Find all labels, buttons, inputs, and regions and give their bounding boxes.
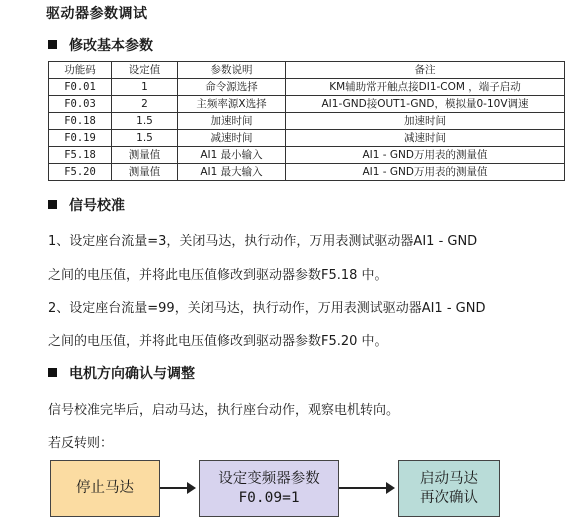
bullet-square-icon (48, 200, 57, 209)
table-cell: 1.5 (112, 130, 178, 147)
table-cell: 加速时间 (178, 113, 286, 130)
section-heading-signal-calibration (48, 195, 125, 215)
table-cell: 减速时间 (286, 130, 565, 147)
table-cell: 测量值 (112, 164, 178, 181)
column-header: 功能码 (49, 62, 112, 79)
table-cell: 2 (112, 96, 178, 113)
flow-step-stop-motor (50, 460, 160, 517)
table-row (49, 130, 565, 147)
table-cell: F0.03 (49, 96, 112, 113)
flow-arrow-right-icon (339, 487, 393, 489)
parameter-table (48, 61, 565, 181)
table-cell: F5.20 (49, 164, 112, 181)
column-header: 参数说明 (178, 62, 286, 79)
column-header: 设定值 (112, 62, 178, 79)
direction-paragraph-line-1: 信号校准完毕后，启动马达，执行座台动作，观察电机转向。 (48, 403, 400, 418)
table-cell: AI1 最小输入 (178, 147, 286, 164)
table-cell: KM辅助常开触点接DI1-COM ，端子启动 (286, 79, 565, 96)
section-title: 修改基本参数 (69, 38, 153, 54)
table-cell: 1 (112, 79, 178, 96)
flow-step-label: 设定变频器参数 (218, 470, 320, 487)
table-cell: 1.5 (112, 113, 178, 130)
flow-arrow-right-icon (160, 487, 194, 489)
table-cell: AI1 - GND万用表的测量值 (286, 147, 565, 164)
table-cell: 加速时间 (286, 113, 565, 130)
calibration-step-2-line-1: 2、设定座台流量=99，关闭马达，执行动作，万用表测试驱动器AI1 - GND (48, 301, 486, 316)
bullet-square-icon (48, 40, 57, 49)
section-title: 电机方向确认与调整 (69, 366, 195, 382)
page-title: 驱动器参数调试 (46, 6, 148, 22)
table-cell: F5.18 (49, 147, 112, 164)
flow-step-value: F0.09=1 (238, 489, 300, 506)
table-row (49, 164, 565, 181)
table-cell: F0.01 (49, 79, 112, 96)
table-cell: AI1 - GND万用表的测量值 (286, 164, 565, 181)
table-cell: AI1-GND接OUT1-GND，模拟量0-10V调速 (286, 96, 565, 113)
flow-step-label: 启动马达 (420, 470, 478, 487)
table-cell: AI1 最大输入 (178, 164, 286, 181)
calibration-step-1-line-1: 1、设定座台流量=3，关闭马达，执行动作，万用表测试驱动器AI1 - GND (48, 234, 478, 249)
flow-step-restart-confirm (398, 460, 500, 517)
column-header: 备注 (286, 62, 565, 79)
table-cell: F0.18 (49, 113, 112, 130)
table-cell: 减速时间 (178, 130, 286, 147)
table-cell: F0.19 (49, 130, 112, 147)
table-header-row (49, 62, 565, 79)
flow-step-set-parameter (199, 460, 339, 517)
table-row (49, 147, 565, 164)
flow-step-label: 停止马达 (76, 480, 134, 496)
table-cell: 测量值 (112, 147, 178, 164)
calibration-step-1-line-2: 之间的电压值，并将此电压值修改到驱动器参数F5.18 中。 (48, 268, 388, 283)
section-heading-basic-params (48, 35, 153, 55)
section-heading-motor-direction (48, 363, 195, 383)
table-row (49, 96, 565, 113)
table-row (49, 79, 565, 96)
table-cell: 主频率源X选择 (178, 96, 286, 113)
direction-paragraph-line-2: 若反转则： (48, 436, 114, 451)
section-title: 信号校准 (69, 198, 125, 214)
bullet-square-icon (48, 368, 57, 377)
table-row (49, 113, 565, 130)
table-cell: 命令源选择 (178, 79, 286, 96)
calibration-step-2-line-2: 之间的电压值，并将此电压值修改到驱动器参数F5.20 中。 (48, 334, 388, 349)
flow-step-label: 再次确认 (420, 489, 478, 506)
